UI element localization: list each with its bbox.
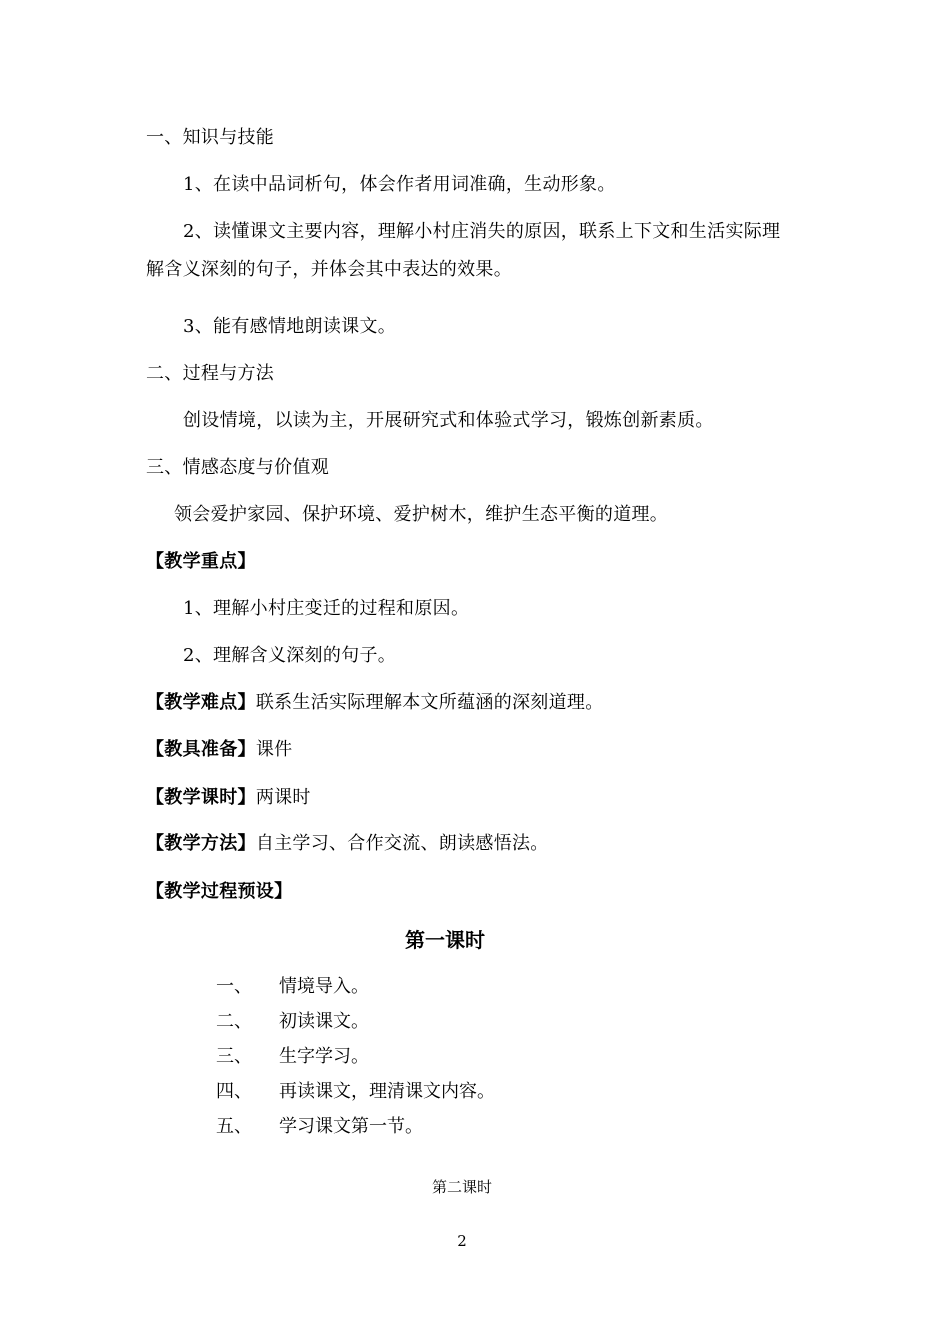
step-text: 情境导入。 (279, 976, 369, 997)
objective-item-3: 3、能有感情地朗读课文。 (183, 316, 397, 337)
materials-text: 课件 (255, 739, 293, 760)
step-text: 学习课文第一节。 (279, 1116, 423, 1137)
methods-line (146, 832, 549, 856)
process-method-text: 创设情境，以读为主，开展研究式和体验式学习，锻炼创新素质。 (183, 410, 714, 431)
step-number: 三、 (216, 1046, 252, 1067)
step-number: 二、 (216, 1011, 252, 1032)
section-heading-knowledge-skills: 一、知识与技能 (146, 127, 275, 148)
second-lesson-title: 第二课时 (431, 1178, 492, 1196)
methods-label: 【教学方法】 (146, 833, 256, 854)
key-points-label: 【教学重点】 (146, 551, 256, 572)
methods-text: 自主学习、合作交流、朗读感悟法。 (255, 833, 549, 854)
step-number: 五、 (216, 1116, 252, 1137)
step-number: 四、 (216, 1081, 252, 1102)
key-point-item-1: 1、理解小村庄变迁的过程和原因。 (183, 598, 470, 619)
step-number: 一、 (216, 976, 252, 997)
difficulty-line (146, 691, 604, 715)
periods-text: 两课时 (255, 787, 311, 808)
section-heading-process-method: 二、过程与方法 (146, 363, 275, 384)
process-label: 【教学过程预设】 (146, 881, 293, 902)
materials-label: 【教具准备】 (146, 739, 256, 760)
periods-line (146, 786, 311, 810)
materials-line (146, 738, 292, 762)
key-point-item-2: 2、理解含义深刻的句子。 (183, 645, 397, 666)
objective-item-1: 1、在读中品词析句，体会作者用词准确，生动形象。 (183, 174, 616, 195)
step-text: 再读课文，理清课文内容。 (279, 1081, 495, 1102)
emotion-values-text: 领会爱护家园、保护环境、爱护树木，维护生态平衡的道理。 (174, 504, 669, 525)
first-lesson-title: 第一课时 (405, 928, 485, 952)
step-text: 初读课文。 (279, 1011, 369, 1032)
section-heading-emotion-values: 三、情感态度与价值观 (146, 457, 329, 478)
periods-label: 【教学课时】 (146, 787, 256, 808)
step-text: 生字学习。 (279, 1046, 369, 1067)
difficulty-text: 联系生活实际理解本文所蕴涵的深刻道理。 (255, 692, 604, 713)
difficulty-label: 【教学难点】 (146, 692, 256, 713)
objective-item-2-line-2: 解含义深刻的句子，并体会其中表达的效果。 (146, 259, 512, 280)
page-number: 2 (457, 1232, 467, 1250)
objective-item-2-line-1: 2、读懂课文主要内容，理解小村庄消失的原因，联系上下文和生活实际理 (183, 221, 781, 242)
